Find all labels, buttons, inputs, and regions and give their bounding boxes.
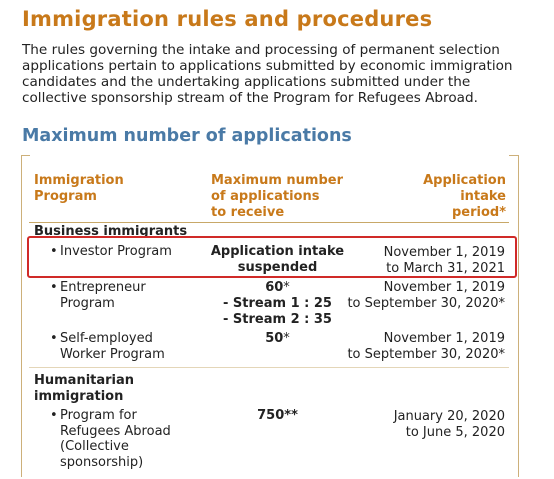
column-header-max [211,173,361,221]
program-name-line4: sponsorship) [60,454,144,470]
column-header-period [380,173,506,221]
row-refugees-period [340,409,505,440]
max-line1: Application intake [210,244,345,259]
bullet: • [50,331,58,346]
frame-corner-left [21,155,30,156]
row-investor-program [50,244,200,260]
period-line2: to September 30, 2020* [347,295,505,311]
group-divider [29,367,509,368]
section-title: Maximum number of applications [22,126,352,146]
column-header-program-line2: Program [34,189,97,204]
program-name-line2: Worker Program [60,346,165,362]
column-header-period-line1: Application [423,173,506,188]
row-entrepreneur-period [340,280,505,311]
column-header-period-line3: period* [451,205,506,220]
max-number: 750 [257,408,285,423]
program-name: Investor Program [60,244,172,259]
stream-1: - Stream 1 : 25 [223,296,332,311]
program-name-line2: Program [60,295,115,311]
row-self-employed-program [50,331,200,362]
frame-corner-right [509,155,518,156]
max-number: 60 [265,280,284,295]
period-line2: to March 31, 2021 [386,260,505,276]
period-line2: to June 5, 2020 [405,424,505,440]
stream-2: - Stream 2 : 35 [223,312,332,327]
row-refugees-max [205,408,350,424]
column-header-program [34,173,174,205]
column-header-max-line3: to receive [211,205,285,220]
column-header-program-line1: Immigration [34,173,124,188]
period-line1: November 1, 2019 [383,245,505,260]
group-label-business: Business immigrants [34,224,188,239]
max-star: * [283,280,290,295]
period-line1: January 20, 2020 [393,409,505,424]
period-line1: November 1, 2019 [383,280,505,295]
max-value [205,280,350,296]
max-value [205,408,350,424]
group-label-humanitarian-line1: Humanitarian [34,373,135,388]
bullet: • [50,280,58,295]
intro-paragraph: The rules governing the intake and processing of permanent selection applications pertain to applications submitted by economic immigration candidates and the undertaking applications submitted under the collective sponsorship stream of the Program for Refugees Abroad. [22,42,513,106]
program-name-line1: Program for [60,408,137,423]
row-self-employed-max [205,331,350,347]
group-label-humanitarian [34,373,174,405]
period-line2: to September 30, 2020* [347,346,505,362]
row-self-employed-period [340,331,505,362]
row-investor-period [340,245,505,276]
row-investor-max [205,244,350,276]
program-name-line3: (Collective [60,439,129,454]
period-line1: November 1, 2019 [383,331,505,346]
group-label-humanitarian-line2: immigration [34,389,124,404]
max-line2: suspended [237,260,318,275]
row-entrepreneur-max [205,280,350,328]
max-star: * [283,331,290,346]
column-header-max-line2: of applications [211,189,320,204]
program-name-line1: Self-employed [60,331,153,346]
column-header-period-line2: intake [460,189,506,204]
max-number: 50 [265,331,284,346]
bullet: • [50,244,58,259]
page-title: Immigration rules and procedures [22,7,433,31]
max-star: ** [284,408,298,423]
column-header-max-line1: Maximum number [211,173,344,188]
max-value [205,331,350,347]
row-entrepreneur-program [50,280,200,311]
header-divider [29,222,509,223]
bullet: • [50,408,58,423]
program-name-line2: Refugees Abroad [60,423,171,439]
row-refugees-program [50,408,200,470]
program-name-line1: Entrepreneur [60,280,146,295]
